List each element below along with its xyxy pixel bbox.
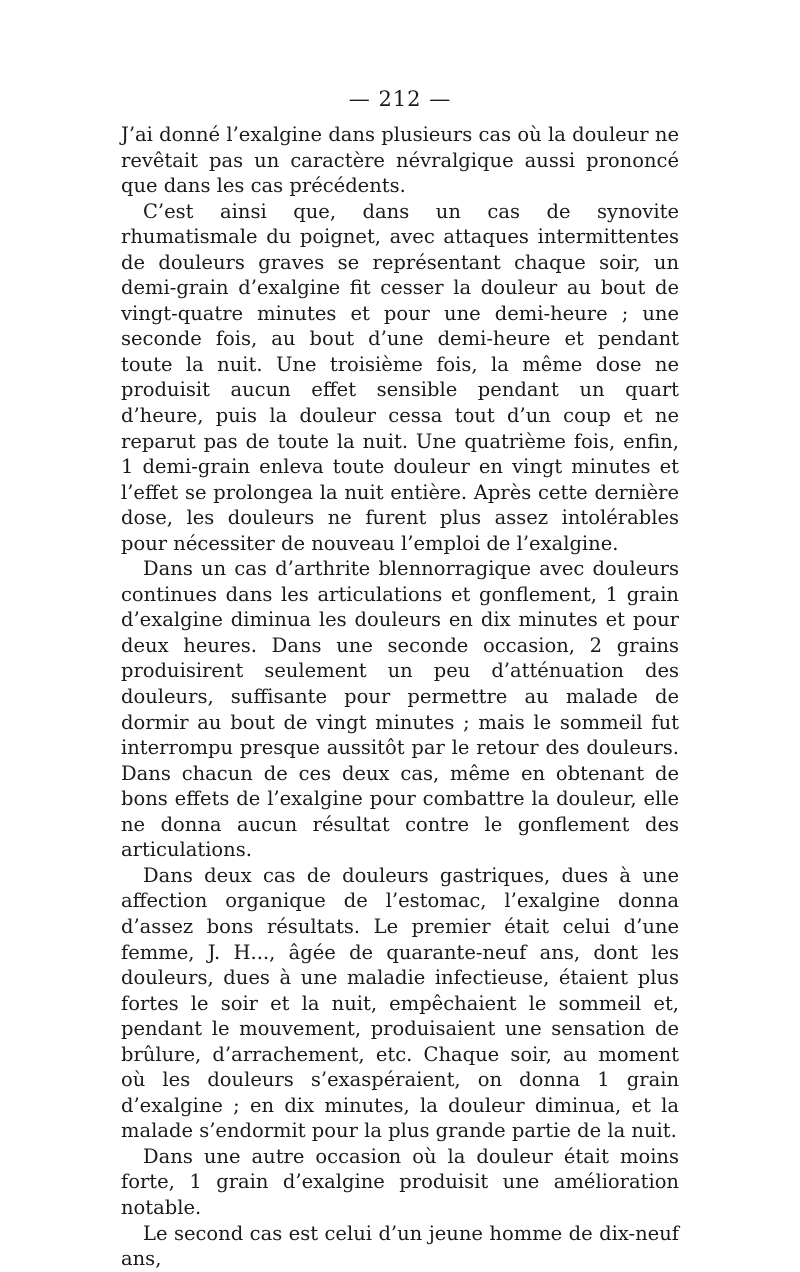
paragraph-5: Dans une autre occasion où la douleur était moins forte, 1 grain d’exalgine produisit une amélioration notable. [121,1144,679,1219]
paragraph-1: J’ai donné l’exalgine dans plusieurs cas où la douleur ne revêtait pas un caractère névralgique aussi prononcé que dans les cas précédents. [121,123,679,198]
paragraph-6: Le second cas est celui d’un jeune homme de dix-neuf ans, [121,1221,679,1271]
paragraph-2: C’est ainsi que, dans un cas de synovite rhumatismale du poignet, avec attaques intermittentes de douleurs graves se représentant chaque soir, un demi-grain d’exalgine fit cesser la douleur au bout de vingt-quatre minutes et pour une demi-heure ; une seconde fois, au bout d’une demi-heure et pendant toute la nuit. Une troisième fois, la même dose ne produisit aucun effet sensible pendant un quart d’heure, puis la douleur cessa tout d’un coup et ne reparut pas de toute la nuit. Une quatrième fois, enfin, 1 demi-grain enleva toute douleur en vingt minutes et l’effet se prolongea la nuit entière. Après cette dernière dose, les douleurs ne furent plus assez intolérables pour nécessiter de nouveau l’emploi de l’exalgine. [121,199,679,555]
page-number: — 212 — [348,87,452,111]
paragraph-3: Dans un cas d’arthrite blennorragique avec douleurs continues dans les articulations et gonflement, 1 grain d’exalgine diminua les douleurs en dix minutes et pour deux heures. Dans une seconde occasion, 2 grains produisirent seulement un peu d’atténuation des douleurs, suffisante pour permettre au malade de dormir au bout de vingt minutes ; mais le sommeil fut interrompu presque aussitôt par le retour des douleurs. Dans chacun de ces deux cas, même en obtenant de bons effets de l’exalgine pour combattre la douleur, elle ne donna aucun résultat contre le gonflement des articulations. [121,557,679,862]
paragraph-4: Dans deux cas de douleurs gastriques, dues à une affection organique de l’estomac, l’exalgine donna d’assez bons résultats. Le premier était celui d’une femme, J. H..., âgée de quarante-neuf ans, dont les douleurs, dues à une maladie infectieuse, étaient plus fortes le soir et la nuit, empêchaient le sommeil et, pendant le mouvement, produisaient une sensation de brûlure, d’arrachement, etc. Chaque soir, au moment où les douleurs s’exaspéraient, on donna 1 grain d’exalgine ; en dix minutes, la douleur diminua, et la malade s’endormit pour la plus grande partie de la nuit. [121,863,679,1143]
